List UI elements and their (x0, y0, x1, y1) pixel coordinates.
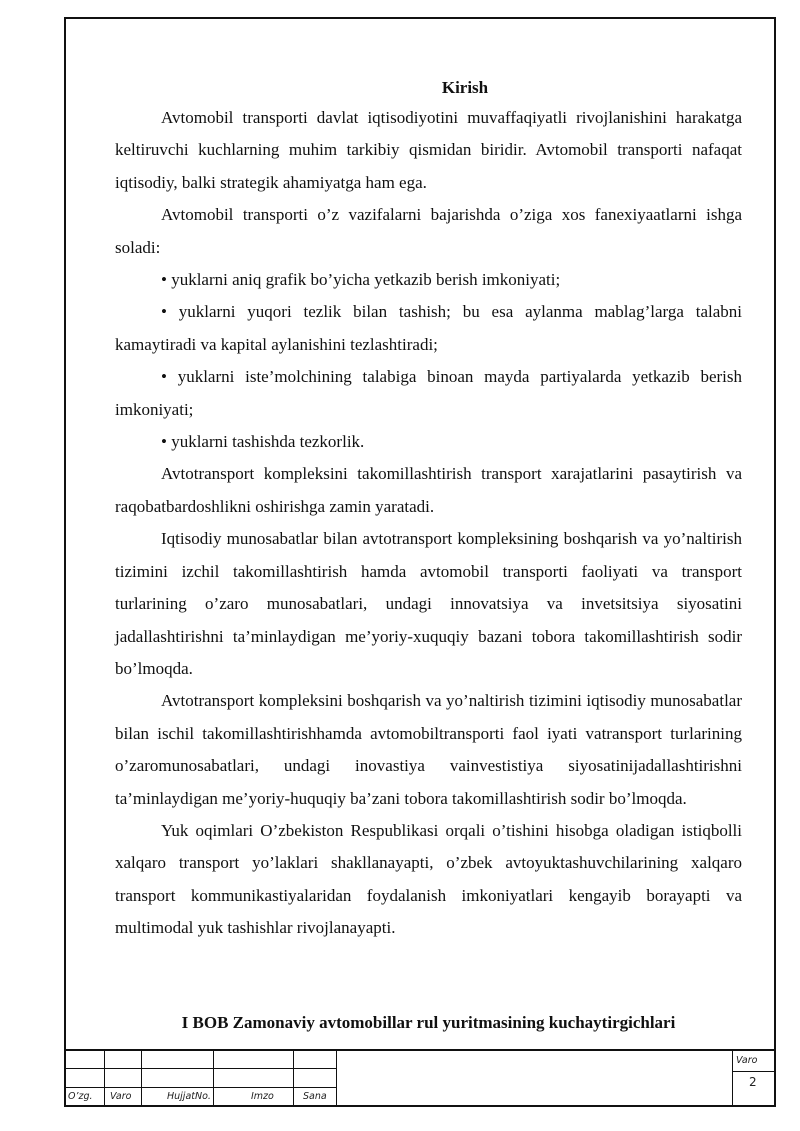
chapter-heading: I BOB Zamonaviy avtomobillar rul yuritmasining kuchaytirgichlari (181, 1013, 676, 1032)
paragraph: Iqtisodiy munosabatlar bilan avtotransport kompleksining boshqarish va yo’naltirish tizimini izchil takomillashtirish hamda avtomobil transporti faoliyati va transport turlarining o’zaro munosabatlari, undagi innovatsiya va invetsitsiya siyosatini jadallashtirishni ta’minlaydigan me’yoriy-xuquqiy bazani tobora takomillashtirish sodir bo’lmoqda. (115, 529, 742, 678)
sheet-number: 2 (749, 1075, 757, 1089)
title-block-divider (336, 1051, 337, 1107)
title-block-rule (64, 1068, 336, 1069)
col-label-varo: Varo (110, 1091, 132, 1102)
paragraph: Avtomobil transporti davlat iqtisodiyotini muvaffaqiyatli rivojlanishini harakatga keltiruvchi kuchlarning muhim tarkibiy qismidan biridir. Avtomobil transporti nafaqat iqtisodiy, balki strategik ahamiyatga ham ega. (115, 108, 742, 192)
title-block-rule (732, 1071, 776, 1072)
col-label-ozg: O’zg. (68, 1091, 93, 1102)
col-label-sana: Sana (303, 1091, 327, 1102)
title-block-divider (293, 1051, 294, 1107)
title-block (64, 1049, 776, 1107)
col-label-imzo: Imzo (251, 1091, 274, 1102)
bullet-item: • yuklarni yuqori tezlik bilan tashish; bu esa aylanma mablag’larga talabni kamaytiradi va kapital aylanishini tezlashtiradi; (115, 302, 742, 354)
title-block-divider (104, 1051, 105, 1107)
paragraph: Avtotransport kompleksini takomillashtirish transport xarajatlarini pasaytirish va raqobatbardoshlikni oshirishga zamin yaratadi. (115, 464, 742, 516)
paragraph: Avtomobil transporti o’z vazifalarni bajarishda o’ziga xos fanexiyaatlarni ishga soladi: (115, 205, 742, 257)
bullet-item: • yuklarni aniq grafik bo’yicha yetkazib berish imkoniyati; (161, 270, 561, 290)
title-block-divider (732, 1051, 733, 1107)
col-label-hujjat: HujjatNo. (167, 1091, 211, 1102)
title-block-divider (213, 1051, 214, 1107)
sheet-label: Varo (736, 1055, 758, 1066)
title-block-rule (64, 1087, 336, 1088)
bullet-item: • yuklarni iste’molchining talabiga binoan mayda partiyalarda yetkazib berish imkoniyati; (115, 367, 742, 419)
page-title: Kirish (441, 78, 489, 97)
bullet-item: • yuklarni tashishda tezkorlik. (161, 432, 365, 452)
paragraph: Avtotransport kompleksini boshqarish va yo’naltirish tizimini iqtisodiy munosabatlar bilan ischil takomillashtirishhamda avtomobiltransporti faol iyati vatransport turlarining o’zaromunosabatlari, undagi inovastiya vainvestistiya siyosatinijadallashtirishni ta’minlaydigan me’yoriy-huquqiy ba’zani tobora takomillashtirish sodir bo’lmoqda. (115, 691, 742, 808)
document-body (115, 74, 742, 945)
paragraph: Yuk oqimlari O’zbekiston Respublikasi orqali o’tishini hisobga oladigan istiqbolli xalqaro transport yo’laklari shakllanayapti, o’zbek avtoyuktashuvchilarining xalqaro transport kommunikastiyalaridan foydalanish imkoniyatlari kengayib borayapti va multimodal yuk tashishlar rivojlanayapti. (115, 820, 742, 938)
title-block-divider (141, 1051, 142, 1107)
